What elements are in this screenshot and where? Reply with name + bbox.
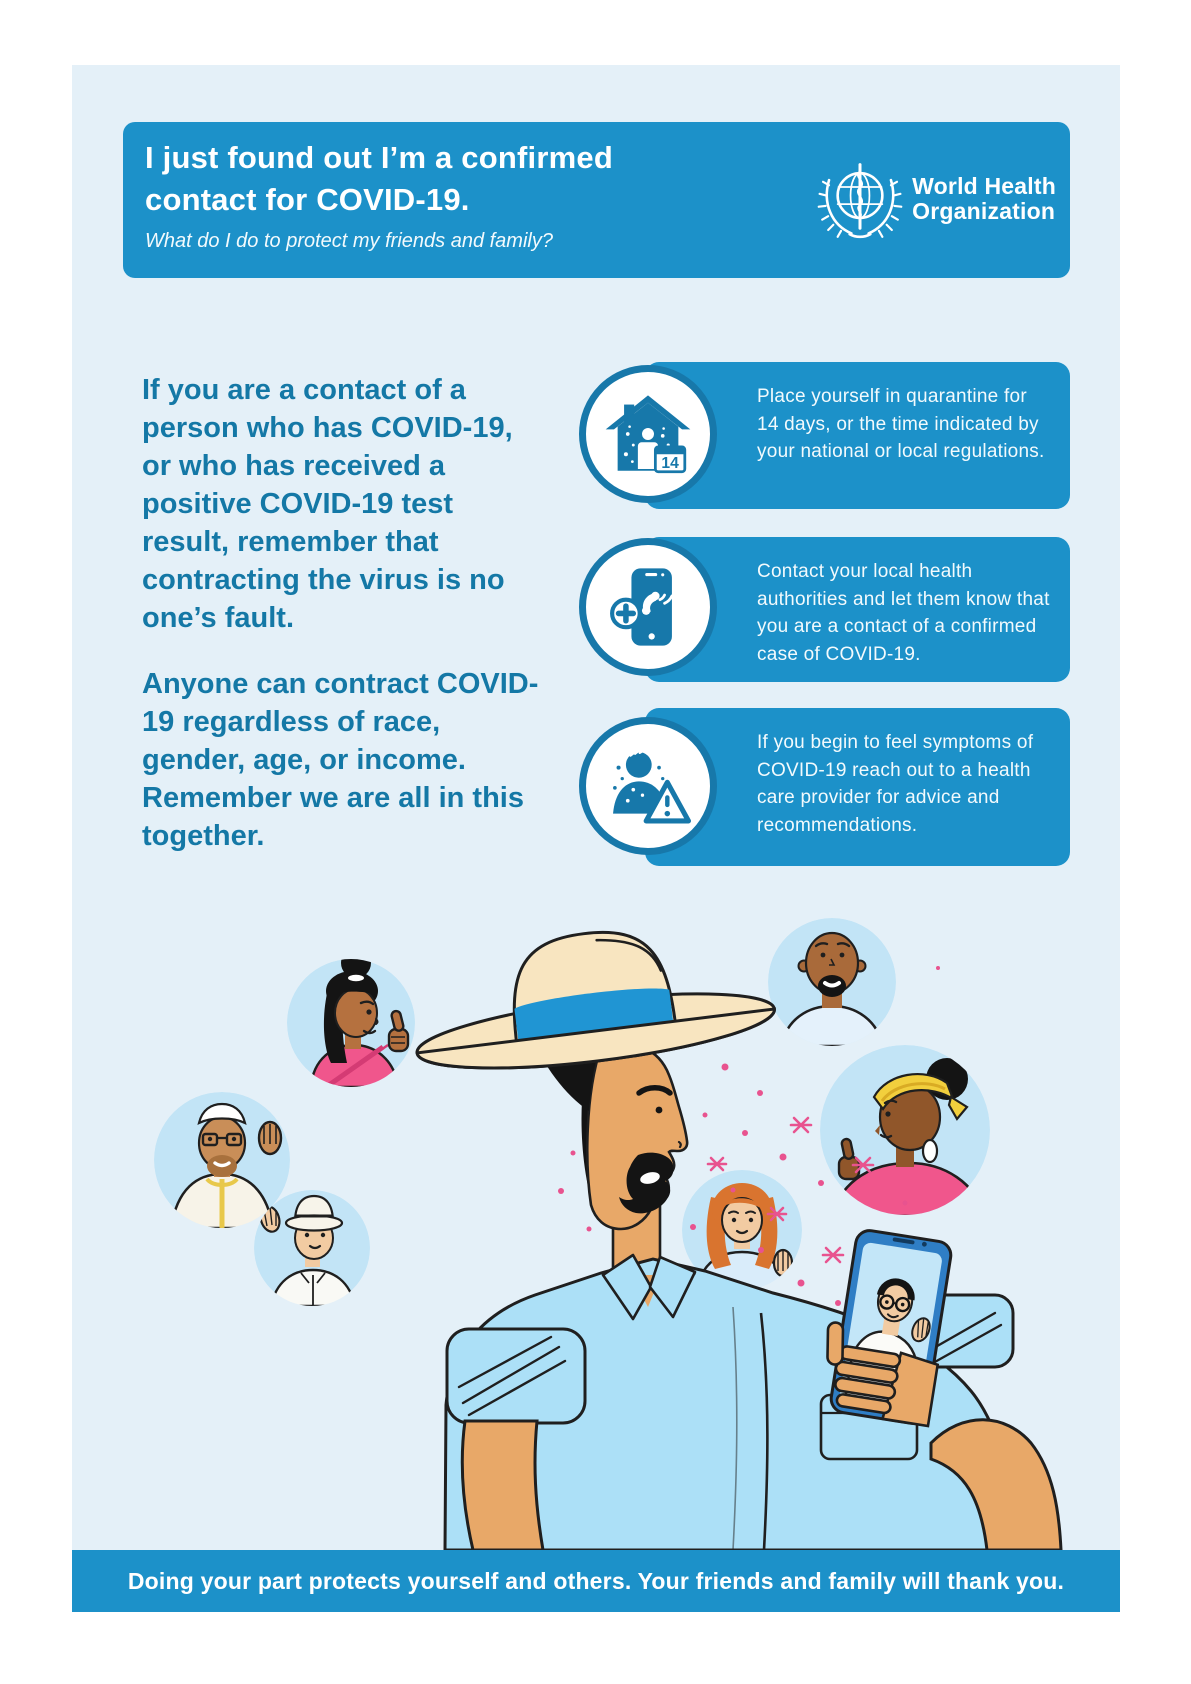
straw-hat [405, 912, 778, 1083]
contact-authorities-phone-icon [602, 561, 694, 653]
left-arm [462, 1421, 543, 1550]
eye [656, 1107, 663, 1114]
who-logo [817, 156, 1056, 242]
step-text: If you begin to feel symptoms of COVID-19 reach out to a health care provider for advice and recommendations. [757, 732, 1034, 836]
step-text: Place yourself in quarantine for 14 days, or the time indicated by your national or local regulations. [757, 386, 1045, 462]
calendar-14-label: 14 [661, 455, 679, 473]
step-text: Contact your local health authorities and let them know that you are a contact of a confirmed case of COVID-19. [757, 561, 1050, 665]
friends-family-illustration [133, 835, 1093, 1550]
avatar-man-white-hat [254, 1190, 370, 1306]
step-icon-circle [579, 538, 717, 676]
poster-title: I just found out I’m a confirmed contact for COVID-19. [145, 140, 613, 217]
poster-background [72, 65, 1120, 1612]
poster-subtitle: What do I do to protect my friends and family? [145, 230, 553, 252]
avatar-woman-with-bun [287, 948, 415, 1087]
intro-paragraph-1: If you are a contact of a person who has COVID-19, or who has received a positive COVID-19 test result, remember that contracting the virus is no one’s fault. [142, 374, 513, 634]
footer-banner [72, 1550, 1120, 1612]
avatar-woman-yellow-headband [820, 1045, 990, 1216]
avatar-elder-man [154, 1092, 290, 1228]
avatar-bald-man [768, 918, 896, 1046]
header-banner [123, 122, 1070, 278]
footer-message: Doing your part protects yourself and others. Your friends and family will thank you. [127, 1567, 1065, 1594]
who-logo-text: World Health Organization [912, 173, 1056, 224]
intro-paragraph-2: Anyone can contract COVID-19 regardless of race, gender, age, or income. Remember we are all in this together. [142, 668, 539, 852]
intro-text [142, 371, 542, 883]
quarantine-house-icon [602, 388, 694, 480]
who-emblem-icon [817, 156, 903, 242]
step-icon-circle [579, 365, 717, 503]
symptoms-alert-icon [602, 740, 694, 832]
